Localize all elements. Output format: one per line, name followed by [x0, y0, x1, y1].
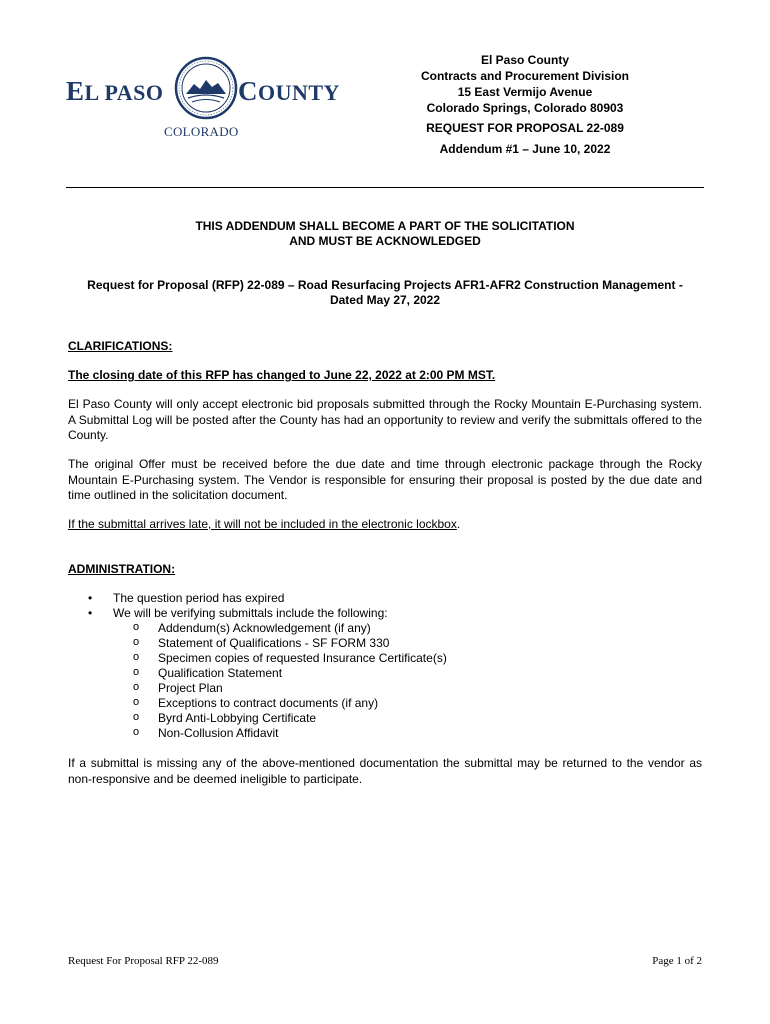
list-item: o Addendum(s) Acknowledgement (if any): [113, 621, 668, 636]
closing-date-notice: The closing date of this RFP has changed to June 22, 2022 at 2:00 PM MST.: [68, 368, 496, 382]
missing-documentation-notice: If a submittal is missing any of the above-mentioned documentation the submittal may be returned to the vendor as non-responsive and be deemed ineligible to participate.: [68, 756, 702, 786]
list-item: o Statement of Qualifications - SF FORM 330: [113, 636, 668, 651]
footer-page-number: Page 1 of 2: [652, 955, 702, 967]
header-addendum: Addendum #1 – June 10, 2022: [439, 142, 611, 156]
header-rfp-number: REQUEST FOR PROPOSAL 22-089: [426, 121, 624, 135]
subject-line-1: Request for Proposal (RFP) 22-089 – Road Resurfacing Projects AFR1-AFR2 Construction Management -: [87, 278, 683, 292]
addendum-notice: [66, 219, 704, 249]
header-address: [408, 52, 642, 116]
header-org: El Paso County: [480, 53, 569, 67]
late-submittal-text: If the submittal arrives late, it will not be included in the electronic lockbox: [68, 517, 457, 531]
list-item: o Qualification Statement: [113, 666, 668, 681]
county-logo: [66, 54, 338, 140]
list-item: o Non-Collusion Affidavit: [113, 726, 668, 741]
subject-line-2: Dated May 27, 2022: [329, 293, 441, 307]
county-seal-icon: [174, 56, 238, 120]
list-item: o Specimen copies of requested Insurance Certificate(s): [113, 651, 668, 666]
list-item: • The question period has expired: [68, 591, 668, 606]
list-item: • We will be verifying submittals include the following: o Addendum(s) Acknowledgement (if any) o Statement of Qualifications - SF FORM 330 o Specimen copies of requested Insurance Certificate(s) o Qualification Statement o Project Plan o Exceptions to contract documents (if any) o Byrd Anti-Lobbying Certificate o Non-Collusion Affidavit: [68, 606, 668, 741]
late-submittal-notice: [68, 517, 702, 533]
administration-list: [68, 591, 668, 741]
rfp-subject: [66, 278, 704, 308]
header-division: Contracts and Procurement Division: [420, 69, 630, 83]
clarifications-paragraph-1: El Paso County will only accept electronic bid proposals submitted through the Rocky Mountain E-Purchasing system. A Submittal Log will be posted after the County has had an opportunity to review and verify the submittals offered to the County.: [68, 397, 702, 442]
list-item: o Project Plan: [113, 681, 668, 696]
clarifications-paragraph-2: The original Offer must be received before the due date and time through electronic package through the Rocky Mountain E-Purchasing system. The Vendor is responsible for ensuring their proposal is posted by the due date and time outlined in the solicitation document.: [68, 457, 702, 502]
header-street: 15 East Vermijo Avenue: [457, 85, 593, 99]
required-submittals-list: [113, 621, 668, 741]
header-city: Colorado Springs, Colorado 80903: [426, 101, 624, 115]
notice-line-1: THIS ADDENDUM SHALL BECOME A PART OF THE SOLICITATION: [195, 219, 575, 233]
notice-line-2: AND MUST BE ACKNOWLEDGED: [289, 234, 481, 248]
list-item: o Exceptions to contract documents (if any): [113, 696, 668, 711]
administration-heading: ADMINISTRATION:: [68, 562, 176, 576]
late-submittal-period: .: [456, 517, 461, 531]
header-divider: [66, 187, 704, 188]
list-item: o Byrd Anti-Lobbying Certificate: [113, 711, 668, 726]
logo-word-county: COUNTY: [238, 76, 340, 106]
clarifications-heading: CLARIFICATIONS:: [68, 339, 173, 353]
footer-document-name: Request For Proposal RFP 22-089: [68, 955, 219, 967]
logo-word-el-paso: EL PASO: [66, 76, 164, 106]
logo-subtitle: COLORADO: [164, 124, 239, 139]
